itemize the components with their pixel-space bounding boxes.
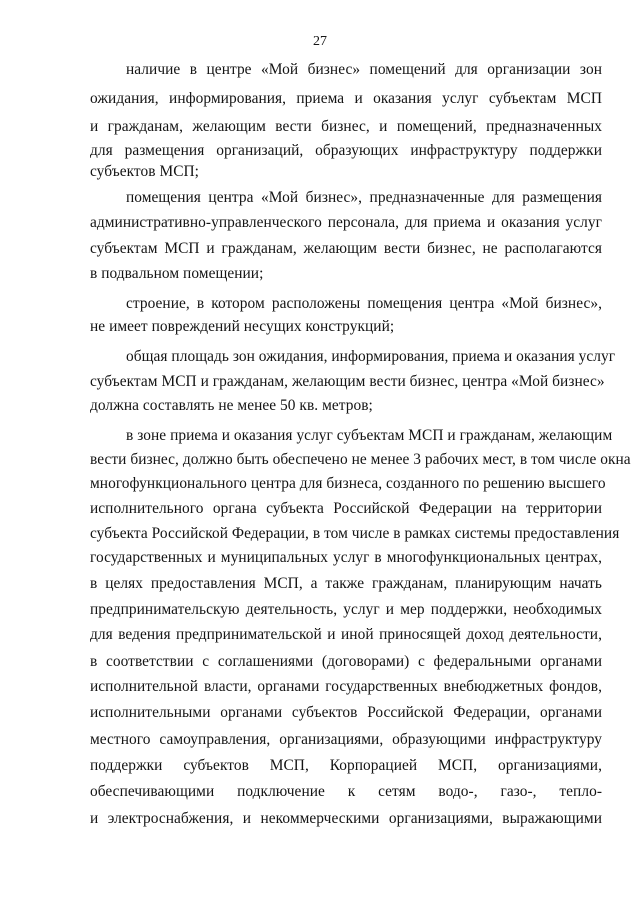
text-line: государственных и муниципальных услуг в многофункциональных центрах,: [90, 549, 602, 566]
text-line: строение, в котором расположены помещения центра «Мой бизнес»,: [126, 295, 602, 312]
text-line: помещения центра «Мой бизнес», предназначенные для размещения: [126, 189, 602, 206]
text-line: местного самоуправления, организациями, образующими инфраструктуру: [90, 731, 602, 748]
text-line: в соответствии с соглашениями (договорами) с федеральными органами: [90, 653, 602, 670]
text-line: обеспечивающими подключение к сетям водо-, газо-, тепло-: [90, 783, 602, 800]
text-line: в подвальном помещении;: [90, 265, 264, 282]
text-line: не имеет повреждений несущих конструкций;: [90, 318, 395, 335]
text-line: общая площадь зон ожидания, информирования, приема и оказания услуг: [126, 348, 616, 365]
text-line: для ведения предпринимательской и иной приносящей доход деятельности,: [90, 626, 602, 643]
text-line: ожидания, информирования, приема и оказания услуг субъектам МСП: [90, 90, 602, 107]
text-line: наличие в центре «Мой бизнес» помещений для организации зон: [126, 61, 602, 78]
text-line: субъектов МСП;: [90, 163, 200, 180]
text-line: многофункционального центра для бизнеса, созданного по решению высшего: [90, 475, 606, 492]
text-line: исполнительной власти, органами государственных внебюджетных фондов,: [90, 678, 602, 695]
text-line: поддержки субъектов МСП, Корпорацией МСП, организациями,: [90, 757, 602, 774]
text-line: субъекта Российской Федерации, в том числе в рамках системы предоставления: [90, 525, 620, 542]
text-line: вести бизнес, должно быть обеспечено не менее 3 рабочих мест, в том числе окна: [90, 451, 631, 468]
text-line: для размещения организаций, образующих инфраструктуру поддержки: [90, 142, 602, 159]
text-line: и гражданам, желающим вести бизнес, и помещений, предназначенных: [90, 118, 602, 135]
text-line: исполнительного органа субъекта Российской Федерации на территории: [90, 500, 602, 517]
text-line: в целях предоставления МСП, а также гражданам, планирующим начать: [90, 575, 602, 592]
page-number: 27: [313, 34, 327, 49]
text-line: административно-управленческого персонала, для приема и оказания услуг: [90, 214, 602, 231]
text-line: должна составлять не менее 50 кв. метров;: [90, 397, 373, 414]
text-line: предпринимательскую деятельность, услуг и мер поддержки, необходимых: [90, 601, 602, 618]
text-line: субъектам МСП и гражданам, желающим вести бизнес, центра «Мой бизнес»: [90, 373, 605, 390]
text-line: и электроснабжения, и некоммерческими организациями, выражающими: [90, 810, 602, 827]
text-line: исполнительными органами субъектов Российской Федерации, органами: [90, 704, 602, 721]
text-line: в зоне приема и оказания услуг субъектам МСП и гражданам, желающим: [126, 427, 613, 444]
text-line: субъектам МСП и гражданам, желающим вести бизнес, не располагаются: [90, 240, 602, 257]
